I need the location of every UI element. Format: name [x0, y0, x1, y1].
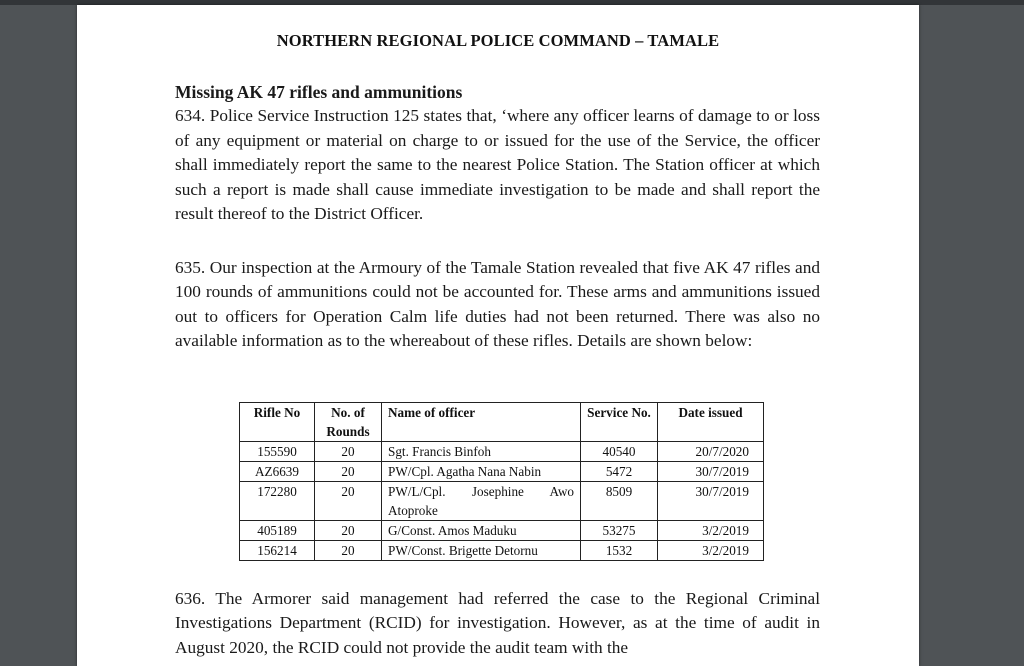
section-635: [175, 256, 820, 354]
cell-officer-name: PW/L/Cpl. Josephine Awo Atoproke: [382, 482, 581, 521]
cell-service-no: 5472: [581, 462, 658, 482]
paragraph-635: 635. Our inspection at the Armoury of the Tamale Station revealed that five AK 47 rifles and 100 rounds of ammunitions could not be accounted for. These arms and ammunitions issued out to officers for Operation Calm life duties had not been returned. There was also no available information as to the whereabout of these rifles. Details are shown below:: [175, 258, 820, 351]
cell-rifle-no: 155590: [240, 442, 315, 462]
cell-date-issued: 20/7/2020: [658, 442, 764, 462]
header-rifle-no: Rifle No: [240, 403, 315, 442]
cell-officer-name: PW/Cpl. Agatha Nana Nabin: [382, 462, 581, 482]
cell-rounds: 20: [315, 462, 382, 482]
cell-date-issued: 30/7/2019: [658, 462, 764, 482]
section-636: [175, 587, 820, 660]
table-row: [240, 521, 764, 541]
cell-rounds: 20: [315, 541, 382, 561]
cell-rounds: 20: [315, 482, 382, 521]
cell-rounds: 20: [315, 521, 382, 541]
header-rounds: No. of Rounds: [315, 403, 382, 442]
cell-rifle-no: AZ6639: [240, 462, 315, 482]
cell-service-no: 8509: [581, 482, 658, 521]
cell-service-no: 1532: [581, 541, 658, 561]
cell-service-no: 53275: [581, 521, 658, 541]
document-page: [77, 5, 919, 666]
paragraph-636: 636. The Armorer said management had referred the case to the Regional Criminal Investigations Department (RCID) for investigation. However, as at the time of audit in August 2020, the RCID could not provide the audit team with the: [175, 589, 820, 657]
section-heading: Missing AK 47 rifles and ammunitions: [175, 82, 463, 102]
table-row: [240, 482, 764, 521]
missing-rifles-table: [239, 402, 764, 561]
cell-officer-name: PW/Const. Brigette Detornu: [382, 541, 581, 561]
cell-date-issued: 3/2/2019: [658, 541, 764, 561]
table-row: [240, 541, 764, 561]
cell-officer-name: G/Const. Amos Maduku: [382, 521, 581, 541]
header-service-no: Service No.: [581, 403, 658, 442]
cell-rounds: 20: [315, 442, 382, 462]
cell-date-issued: 3/2/2019: [658, 521, 764, 541]
table-header-row: [240, 403, 764, 442]
page-title: NORTHERN REGIONAL POLICE COMMAND – TAMALE: [276, 31, 720, 50]
paragraph-634: 634. Police Service Instruction 125 states that, ‘where any officer learns of damage to or loss of any equipment or material on charge to or issued for the use of the Service, the officer shall immediately report the same to the nearest Police Station. The Station officer at which such a report is made shall cause immediate investigation to be made and shall report the result thereof to the District Officer.: [175, 106, 820, 224]
header-officer-name: Name of officer: [382, 403, 581, 442]
cell-rifle-no: 405189: [240, 521, 315, 541]
table-row: [240, 462, 764, 482]
cell-rifle-no: 172280: [240, 482, 315, 521]
header-date-issued: Date issued: [658, 403, 764, 442]
section-634: [175, 80, 820, 226]
table-row: [240, 442, 764, 462]
cell-officer-name: Sgt. Francis Binfoh: [382, 442, 581, 462]
cell-date-issued: 30/7/2019: [658, 482, 764, 521]
cell-service-no: 40540: [581, 442, 658, 462]
cell-rifle-no: 156214: [240, 541, 315, 561]
